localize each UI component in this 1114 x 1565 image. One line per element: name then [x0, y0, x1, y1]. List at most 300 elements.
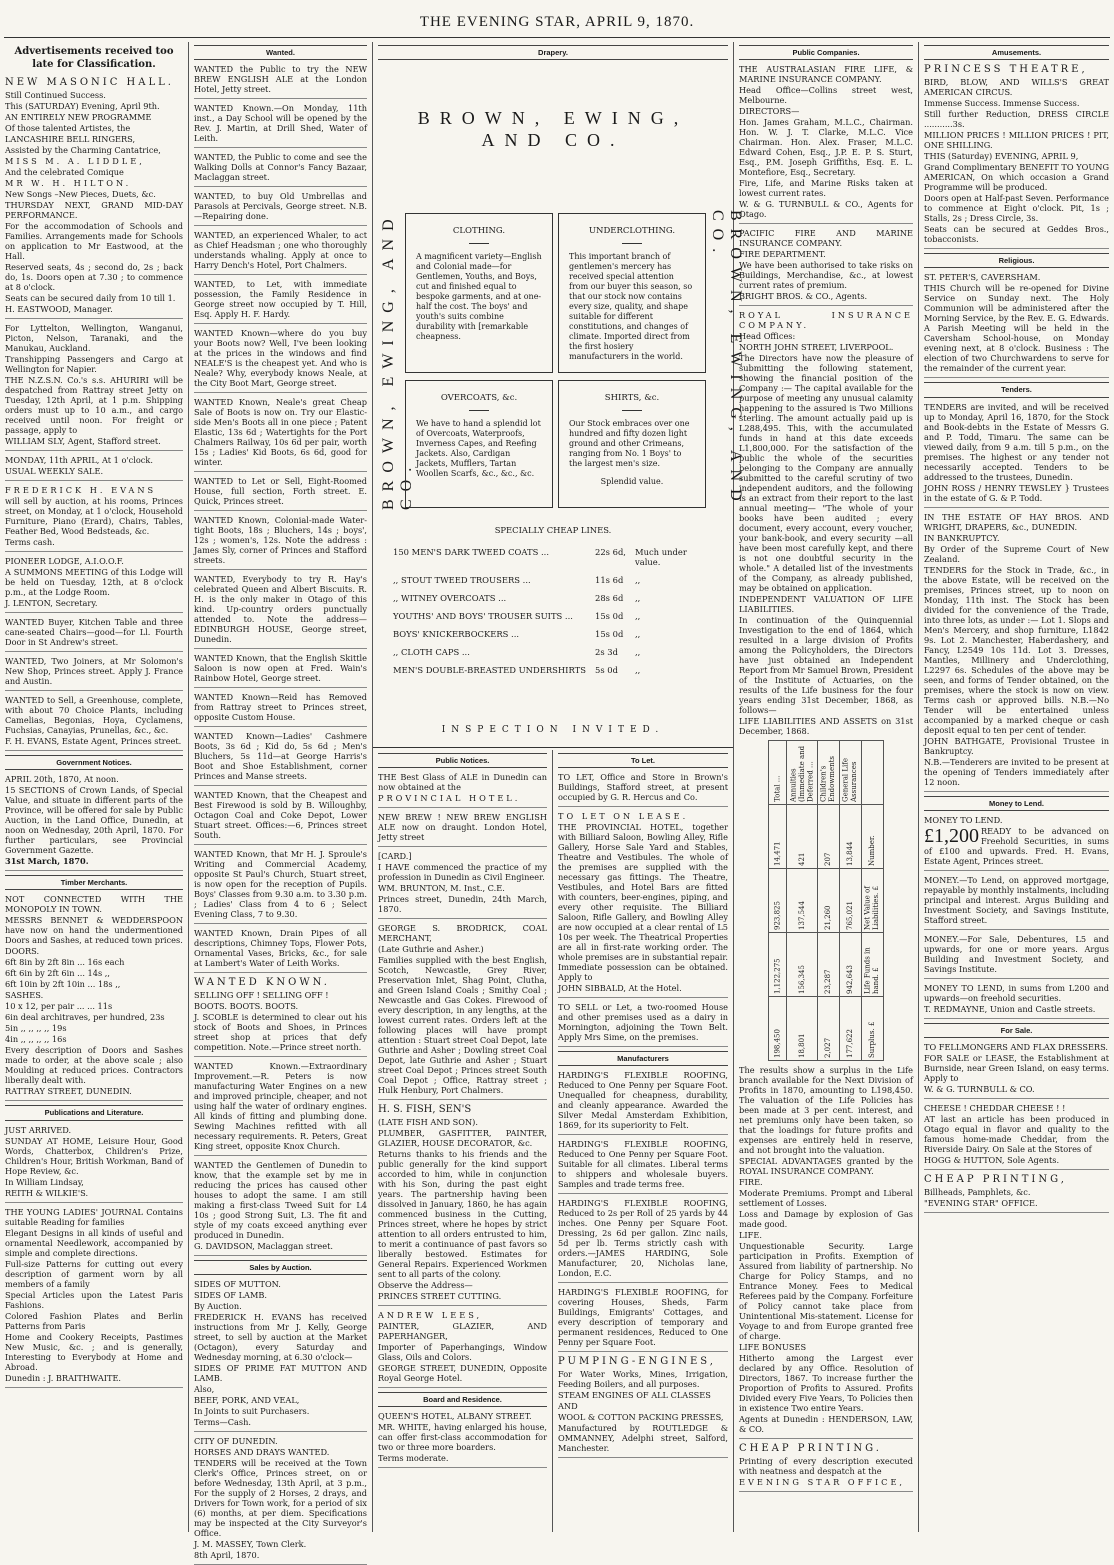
ad-body: WANTED Known.—Extraordinary Improvement.—R. Peters is now manufacturing Water Engines on a new and improved principle, cheaper, and not using half the water of ordinary engines. All kinds of fitting and plumbing done. Sewing Machines refitted with all necessary requirements. R. Peters, Great King street, opposite Knox Church.	[194, 1061, 367, 1152]
table-cell: Annuities (Immediate and Deferred ...	[787, 741, 818, 805]
column-4-lower	[553, 750, 733, 1532]
ad-line: GEORGE STREET, DUNEDIN, Opposite Royal George Hotel.	[378, 1363, 547, 1384]
cheese-ad	[924, 1103, 1109, 1170]
newspaper-title: THE EVENING STAR, APRIL 9, 1870.	[419, 14, 695, 30]
note: Much under value.	[635, 547, 687, 567]
price-line: 5in ,, ,, ,, ,, 19s	[5, 1023, 67, 1034]
ad-body: WANTED, the Public to come and see the Walking Dolls at Connor's Fancy Bazaar, Maclaggan street.	[194, 152, 367, 183]
section-header: Public Companies.	[739, 45, 913, 60]
overcoats-box	[405, 380, 553, 508]
timber-ad	[5, 894, 183, 1101]
box-title: CLOTHING.	[452, 226, 506, 236]
ad-line: By Order of the Supreme Court of New Zealand.	[924, 543, 1109, 564]
lees-painter-ad	[378, 1310, 547, 1388]
ad-signature: Agents at Dunedin : HENDERSON, LAW, & CO.	[739, 1414, 913, 1435]
ad-body: Importer of Paperhangings, Window Glass, Oils and Colors.	[378, 1342, 547, 1363]
table-cell: 765,021	[839, 869, 861, 933]
ad-line: For Water Works, Mines, Irrigation, Feeding Boilers, and all purposes.	[558, 1369, 728, 1390]
table-cell: 13,844	[839, 805, 861, 869]
ad-date: Princes street, Dunedin, 24th March, 1870.	[378, 894, 547, 915]
harding-roofing-ad	[558, 1198, 728, 1283]
table-cell: 14,471	[769, 805, 787, 869]
to-let-ad	[558, 772, 728, 807]
ad-line: Seats can be secured daily from 10 till 1.	[5, 293, 176, 304]
ad-signature: G. DAVIDSON, Maclaggan street.	[194, 1241, 333, 1252]
money-to-lend-ad	[924, 815, 1109, 871]
price: 22s 6d,	[595, 547, 626, 557]
ad-body: WANTED the Public to try the NEW BREW ENGLISH ALE at the London Hotel, Jetty street.	[194, 64, 367, 95]
wanted-ad	[194, 279, 367, 324]
publications-ad	[5, 1125, 183, 1203]
table-cell: 198,450	[769, 997, 787, 1061]
ad-title: CHEAP PRINTING,	[924, 1173, 1067, 1185]
table-cell: Number.	[861, 805, 883, 869]
ad-line: LIFE LIABILITIES AND ASSETS on 31st December, 1868.	[739, 716, 913, 737]
ad-body: HARDING'S FLEXIBLE ROOFING, for covering Houses, Sheds, Farm Buildings, Emigrants' Cottages, and every description of temporary and permanent residences, Reduced to One Penny per Square Foot.	[558, 1287, 728, 1348]
note: ,,	[635, 593, 641, 603]
price-line: 10 x 12, per pair ... ... 11s	[5, 1001, 113, 1012]
ad-line: Still Continued Success.	[5, 90, 106, 101]
ad-signature: JOHN ROSS / HENRY TEWSLEY } Trustees in the estate of G. & P. Todd.	[924, 482, 1109, 503]
ad-line: BIRD, BLOW, AND WILLS'S GREAT AMERICAN CIRCUS.	[924, 77, 1109, 98]
ad-body: WANTED, to buy Old Umbrellas and Parasols at Percivals, George street. N.B.—Repairing done.	[194, 191, 367, 222]
ad-body: N.B.—Tenderers are invited to be present at the opening of Tenders immediately after 12 noon.	[924, 756, 1109, 787]
item: ,, STOUT TWEED TROUSERS ...	[393, 575, 531, 585]
price: 15s 0d	[595, 629, 624, 639]
ad-title: ROYAL INSURANCE COMPANY.	[739, 310, 913, 331]
ad-line: Seats can be secured at Geddes Bros., tobacconists.	[924, 224, 1109, 245]
ad-title: MONEY TO LEND.	[924, 814, 1003, 825]
pioneer-lodge-ad	[5, 556, 183, 613]
price: 5s 0d	[595, 665, 618, 675]
wanted-ad	[194, 731, 367, 786]
ad-body: WANTED, an experienced Whaler, to act as Chief Headsman ; one who thoroughly understands whaling. Apply at once to Harry Dench's Hotel, Port Chalmers.	[194, 230, 367, 271]
ad-body: MONEY.—To Lend, on approved mortgage, repayable by monthly instalments, including principal and interest. Argus Building and Investment Society, and Savings Institute, Stafford street.	[924, 874, 1109, 925]
amount: £1,200	[924, 824, 979, 847]
ad-line: Reserved seats, 4s ; second do, 2s ; back do, 1s. Doors open at 7.30 ; to commence at 8 o'clock.	[5, 262, 183, 293]
ad-line: NORTH JOHN STREET, LIVERPOOL.	[739, 342, 894, 353]
ad-body: J. SCOBLE is determined to clear out his stock of Boots and Shoes, in Princes street shop at prices that defy competition. Note.—Prince street north.	[194, 1012, 367, 1053]
section-header: Sales by Auction.	[194, 1260, 367, 1275]
ad-line: (Late Guthrie and Asher.)	[378, 944, 484, 955]
late-classification-header: Advertisements received too late for Classification.	[14, 46, 174, 70]
price: 11s 6d	[595, 575, 624, 585]
ad-body: FREDERICK H. EVANS has received instructions from Mr J. Kelly, George street, to sell by auction at the Market (Octagon), every Saturday and Wednesday morning, at 6.30 o'clock—	[194, 1312, 367, 1363]
ad-body: WANTED Known—where do you buy your Boots now? Well, I've been looking at the prices in the windows and find NEALE'S is the cheapest yet. And who is Neale? Why, everybody knows Neale, at the City Boot Mart, George street.	[194, 328, 367, 389]
ad-title: THE YOUNG LADIES' JOURNAL Contains suitable Reading for families	[5, 1206, 183, 1227]
ad-body: WANTED Buyer, Kitchen Table and three cane-seated Chairs—good—for Ll. Fourth Door in St Andrew's street.	[5, 617, 183, 648]
column-5	[734, 42, 918, 1532]
ad-line: Assisted by the Charming Cantatrice,	[5, 145, 161, 156]
ad-body: SUNDAY AT HOME, Leisure Hour, Good Words, Chatterbox, Children's Prize, Children's Hour, British Workman, Band of Hope Review, &c.	[5, 1135, 183, 1176]
item: ,, CLOTH CAPS ...	[393, 647, 470, 657]
ad-signature: W. & G. TURNBULL & CO.	[924, 1083, 1035, 1094]
dairy-ad	[558, 1002, 728, 1047]
ad-line: Grand Complimentary BENEFIT TO YOUNG AMERICAN, On which occasion a Grand Programme will be produced.	[924, 162, 1109, 193]
table-cell: 177,622	[839, 997, 861, 1061]
ad-title: THE AUSTRALASIAN FIRE LIFE, & MARINE INSURANCE COMPANY.	[739, 64, 913, 85]
ad-date: 8th April, 1870.	[194, 1550, 260, 1561]
ad-line: MILLION PRICES ! MILLION PRICES ! PIT, ONE SHILLING.	[924, 130, 1109, 151]
table-cell: 21,260	[817, 869, 839, 933]
column-3-lower	[373, 750, 552, 1532]
ad-line: Manufactured by ROUTLEDGE & OMMANNEY, Adelphi street, Salford, Manchester.	[558, 1423, 728, 1454]
price-line: 6ft 8in by 2ft 8in ... 16s each	[5, 957, 125, 968]
ad-body: MR. WHITE, having enlarged his house, can offer first-class accommodation for two or three more boarders.	[378, 1422, 547, 1453]
ad-title: PIONEER LODGE, A.I.O.O.F.	[5, 556, 124, 567]
table-cell: Net Value of Liabilities. £	[861, 869, 883, 933]
scoble-boots-ad	[194, 977, 367, 1057]
table-cell: 137,544	[787, 869, 818, 933]
ad-line: DIRECTORS—	[739, 106, 800, 117]
young-ladies-journal-ad	[5, 1207, 183, 1388]
ad-title: IN THE ESTATE OF HAY BROS. AND WRIGHT, DRAPERS, &c., DUNEDIN.	[924, 511, 1109, 532]
ad-title: PRINCESS THEATRE,	[924, 64, 1088, 76]
note: ,,	[635, 611, 641, 621]
crown-lands-ad	[5, 774, 183, 871]
ad-line: APRIL 20th, 1870, At noon.	[5, 774, 119, 785]
wanted-ad	[194, 928, 367, 973]
clothing-box	[405, 213, 553, 373]
pumping-engines-ad	[558, 1356, 728, 1458]
ad-signature: HOGG & HUTTON, Sole Agents.	[924, 1154, 1060, 1165]
ad-body: WANTED Known, that the Cheapest and Best Firewood is sold by B. Willoughby, Octagon Coal and Coke Depot, Lower Stuart street. Offices:—6, Princes street South.	[194, 790, 367, 841]
ad-body: will sell by auction, at his rooms, Princes street, on Monday, at 1 o'clock, Household Furniture, Piano (Erard), Chairs, Tables, Feather Bed, Wood Bedsteads, &c.	[5, 496, 183, 537]
ad-line: MONDAY, 11th APRIL, At 1 o'clock.	[5, 455, 153, 466]
ad-body: THE N.Z.S.N. Co.'s s.s. AHURIRI will be despatched from Rattray street Jetty on Tuesday, 12th April, at 1 p.m. Shipping orders must up to 10 a.m., and cargo received until noon. For freight or passage, apply to	[5, 375, 183, 436]
ad-signature: WILLIAM SLY, Agent, Stafford street.	[5, 436, 161, 447]
table-cell: 1,122,275	[769, 933, 787, 997]
ad-line: Full-size Patterns for cutting out every description of garment worn by all members of a family	[5, 1258, 183, 1289]
masonic-hall-ad	[5, 77, 183, 319]
box-title: UNDERCLOTHING.	[588, 226, 676, 236]
mutton-auction-ad	[194, 1279, 367, 1432]
ad-line: "EVENING STAR" OFFICE.	[924, 1198, 1038, 1209]
price: 15s 0d	[595, 611, 624, 621]
price-line: 6ft 6in by 2ft 6in ... 14s ,,	[5, 968, 110, 979]
ad-body: WANTED the Gentlemen of Dunedin to know, that the example set by me in reducing the prices has caused other houses to adopt the same. I am still making a first-class Tweed Suit for L4 10s ; good Strong Suit, L3. The fit and style of my coats exceed anything ever produced in Dunedin.	[194, 1160, 367, 1241]
ad-line: HORSES AND DRAYS WANTED.	[194, 1447, 330, 1458]
cheap-printing-ad	[739, 1443, 913, 1492]
ad-signature: JOHN SIBBALD, At the Hotel.	[558, 983, 682, 994]
ad-line: Terms—Cash.	[194, 1417, 251, 1428]
ad-body: TO LET, Office and Store in Brown's Buildings, Stafford street, at present occupied by G. R. Hercus and Co.	[558, 772, 728, 803]
cheap-lines	[393, 525, 713, 735]
ad-body: HARDING'S FLEXIBLE ROOFING, Reduced to 2s per Roll of 25 yards by 44 inches. One Penny per Square Foot. Dressing, 2s 6d per gallon. Zinc nails, 5d per lb. Terms strictly cash with orders.—JAMES HARDING, Sole Manufacturer, 20, Nicholas lane, London, E.C.	[558, 1198, 728, 1279]
ad-line: PRINCES STREET CUTTING.	[378, 1291, 502, 1302]
section-header: Tenders.	[924, 382, 1109, 397]
provincial-hotel-lease-ad	[558, 811, 728, 998]
ad-body: Unquestionable Security. Large participation in Profits. Exemption of Assured from liability of partnership. No Charge for Policy Stamps, and no Entrance Money. Fees to Medical Referees paid by the Company. Forfeiture of Policy cannot take place from Unintentional Mis-statement. License for Voyage to and from Europe granted free of charge.	[739, 1241, 913, 1342]
table-cell: General Life Assurances	[839, 741, 861, 805]
ad-body: THE PROVINCIAL HOTEL, together with Billiard Saloon, Bowling Alley, Rifle Gallery, Horse Sale Yard and Stables, Theatre and Vestibules. The whole of the premises are supplied with the necessary gas fittings. The Theatre, Vestibules, and Hotel Bars are fitted with counters, beer-engines, piping, and every other requisite. The Billiard Saloon, Rifle Gallery, and Bowling Alley are now occupied at a clear rental of L5 10s per week. The Theatrical Properties are all in first-rate working order. The whole premises are in substantial repair. Immediate possession can be obtained. Apply to	[558, 822, 728, 983]
ad-line: Also,	[194, 1384, 215, 1395]
table-cell: 942,643	[839, 933, 861, 997]
ad-line: PROVINCIAL HOTEL.	[378, 793, 521, 804]
section-header: Drapery.	[378, 45, 728, 60]
royal-insurance-ad	[739, 310, 913, 1439]
table-cell: 2,027	[817, 997, 839, 1061]
note: ,,	[635, 629, 641, 639]
item: ,, WITNEY OVERCOATS ...	[393, 593, 507, 603]
wanted-ad	[194, 692, 367, 727]
life-liabilities-table	[768, 740, 884, 1061]
section-header: Manufacturers	[558, 1051, 728, 1066]
ad-line: SASHES.	[5, 990, 44, 1001]
ad-line: Of those talented Artistes, the	[5, 123, 131, 134]
ad-line: MR W. H. HILTON.	[5, 178, 132, 189]
price-line: 4in ,, ,, ,, ,, 16s	[5, 1034, 67, 1045]
ad-title: FREDERICK H. EVANS	[5, 485, 157, 496]
note: ,,	[635, 575, 641, 585]
ad-line: SPECIAL ADVANTAGES granted by the ROYAL INSURANCE COMPANY.	[739, 1156, 913, 1177]
ad-signature: T. REDMAYNE, Union and Castle streets.	[924, 1003, 1096, 1014]
vertical-brand-left: BROWN, EWING, AND CO.	[380, 211, 415, 510]
wanted-ad	[194, 397, 367, 472]
ad-line: Terms cash.	[5, 537, 55, 548]
fish-plumber-ad	[378, 1104, 547, 1306]
price-row	[393, 647, 713, 657]
st-peters-ad	[924, 272, 1109, 378]
ad-signature: F. H. EVANS, Estate Agent, Princes street.	[5, 736, 182, 747]
section-header: Money to Lend.	[924, 796, 1109, 811]
weekly-sale-ad	[5, 455, 183, 481]
ad-line: Doors open at Half-past Seven. Performance to commence at Eight o'clock. Pit, 1s ; Stalls, 2s ; Dress Circle, 3s.	[924, 193, 1109, 224]
ad-body: WANTED to Let or Sell, Eight-Roomed House, full section, Forth street. E. Quick, Princes street.	[194, 476, 367, 507]
ad-line: CITY OF DUNEDIN.	[194, 1436, 278, 1447]
ad-signature: JOHN BATHGATE, Provisional Trustee in Bankruptcy.	[924, 735, 1109, 756]
ad-line: SIDES OF PRIME FAT MUTTON AND LAMB.	[194, 1363, 367, 1384]
brodrick-coal-ad	[378, 923, 547, 1100]
item: 150 MEN'S DARK TWEED COATS ...	[393, 547, 549, 557]
table-cell: Children's Endowments	[817, 741, 839, 805]
ad-body: FOR SALE or LEASE, the Establishment at Burnside, near Green Island, on easy terms. Apply to	[924, 1052, 1109, 1083]
wanted-ad	[194, 574, 367, 649]
ad-line: Home and Cookery Receipts, Pastimes New Music, &c. ; and is generally, Interesting to Everybody at Home and Abroad.	[5, 1331, 183, 1372]
ad-line: BEEF, PORK, AND VEAL,	[194, 1395, 300, 1406]
redmayne-lend-ad	[924, 983, 1109, 1019]
price-line: 6ft 10in by 2ft 10in ... 18s ,,	[5, 979, 121, 990]
ad-line: NOT CONNECTED WITH THE MONOPOLY IN TOWN.	[5, 894, 183, 915]
box-body: This important branch of gentlemen's mercery has received special attention from our buyer this season, so that our stock now contains every size, quality, and shape suitable for different constitutions, and changes of climate. Imported direct from the first hosiery manufacturers in the world.	[569, 251, 693, 361]
harding-roofing-ad	[558, 1070, 728, 1135]
ad-body: THE Best Glass of ALE in Dunedin can now obtained at the	[378, 772, 547, 793]
wanted-ad	[194, 849, 367, 924]
ad-line: PAINTER, GLAZIER, AND PAPERHANGER,	[378, 1321, 547, 1342]
ad-line: Head Offices:	[739, 331, 796, 342]
ad-body: Families supplied with the best English, Scotch, Newcastle, Grey River, Preservation Inlet, Shag Point, Clutha, and Green Island Coals ; Smithy Coal ; Newcastle and Gas Cokes. Firewood of every description, in any lengths, at the lowest current rates. Orders left at the following places will have prompt attention : Stuart street Coal Depot, late Guthrie and Asher ; Dowling street Coal Depot, late Guthrie and Asher ; Stuart street Coal Depot ; Princes street South Coal Depot ; Office, Rattray street ; Hulk Henbury, Port Chalmers.	[378, 955, 547, 1096]
harding-roofing-ad	[558, 1139, 728, 1194]
ad-line: Observe the Address—	[378, 1280, 473, 1291]
ad-body: The results show a surplus in the Life branch available for the Next Division of Profits in 1870, amounting to L198,450. The valuation of the Life Policies has been made at 3 per cent. interest, and net premiums only have been taken, so that the loadings for future profits and expenses are entirely held in reserve, and not brought into the valuation.	[739, 1065, 913, 1156]
pacific-insurance-ad	[739, 228, 913, 306]
ad-body: WANTED, Everybody to try R. Hay's celebrated Queen and Albert Biscuits. R. H. is the only maker in Otago of this kind. Up-country orders punctually attended to. Note the address— EDINBURGH HOUSE, George street, Dunedin.	[194, 574, 367, 645]
brown-ewing-title: BROWN, EWING, AND CO.	[417, 108, 689, 151]
wanted-buyer-ad	[5, 617, 183, 652]
ad-body: WANTED, Two Joiners, at Mr Solomon's New Shop, Princes street. Apply J. France and Austin.	[5, 656, 183, 687]
ad-body: WANTED to Sell, a Greenhouse, complete, with about 70 Choice Plants, including Camelias, Begonias, Hoya, Cyclamens, Fuchsias, Canayias, Prunellas, &c., &c.	[5, 695, 183, 736]
ad-title: NEW MASONIC HALL.	[5, 77, 174, 88]
wanted-joiners-ad	[5, 656, 183, 691]
ad-title: PACIFIC FIRE AND MARINE INSURANCE COMPANY.	[739, 228, 913, 249]
ad-title: CHEAP PRINTING.	[739, 1443, 882, 1455]
ad-line: THIS (Saturday) EVENING, APRIL 9,	[924, 151, 1079, 162]
provincial-ale-ad	[378, 772, 547, 808]
price: 2s 3d	[595, 647, 618, 657]
box-tail: Splendid value.	[600, 476, 664, 486]
wanted-ad	[194, 476, 367, 511]
ad-line: In Joints to suit Purchasers.	[194, 1406, 310, 1417]
price-line: 6in deal architraves, per hundred, 23s	[5, 1012, 165, 1023]
inspection-invited: INSPECTION INVITED.	[441, 725, 665, 735]
section-header: Government Notices.	[5, 755, 183, 770]
ad-title: ST. PETER'S, CAVERSHAM.	[924, 272, 1041, 283]
ad-title: TO FELLMONGERS AND FLAX DRESSERS.	[924, 1041, 1109, 1052]
ad-body: WANTED Known—Ladies' Cashmere Boots, 3s 6d ; Kid do, 5s 6d ; Men's Bluchers, 5s 11d—at George Harris's Boot and Shoe Establishment, corner Princes and Manse streets.	[194, 731, 367, 782]
ad-line: STEAM ENGINES OF ALL CLASSES	[558, 1390, 711, 1401]
wanted-ad	[194, 790, 367, 845]
ad-line: PLUMBER, GASFITTER, PAINTER, GLAZIER, HOUSE DECORATOR, &c.	[378, 1128, 547, 1149]
ad-body: MESSRS BENNET & WEDDERSPOON have now on hand the undermentioned Doors and Sashes, at reduced town prices.	[5, 915, 183, 946]
ad-signature: WM. BRUNTON, M. Inst., C.E.	[378, 883, 505, 894]
ad-line: USUAL WEEKLY SALE.	[5, 466, 104, 477]
price-row	[393, 593, 713, 603]
item: MEN'S DOUBLE-BREASTED UNDERSHIRTS	[393, 665, 586, 675]
wanted-ad	[194, 653, 367, 688]
box-body: A magnificent variety—English and Colonial made—for Gentlemen, Youths, and Boys, cut and finished equal to bespoke garments, and at one-half the cost. The boys' and youth's suits combine durability with [remarkable cheapness.	[416, 251, 542, 341]
table-cell: 156,345	[787, 933, 818, 997]
new-brew-ad	[378, 812, 547, 847]
ad-body: WANTED Known—Reid has Removed from Rattray street to Princes street, opposite Custom House.	[194, 692, 367, 723]
ad-line: THURSDAY NEXT, GRAND MID-DAY PERFORMANCE.	[5, 200, 183, 221]
ad-body: WANTED Known, that Mr H. J. Sproule's Writing and Commercial Academy, opposite St Paul's Church, Stuart street, is now open for the reception of Pupils. Boys' Classes from 9.30 a.m. to 3.30 p.m. ; Ladies' Class from 4 to 6 ; Select Evening Class, 7 to 9.30.	[194, 849, 367, 920]
ad-body: HARDING'S FLEXIBLE ROOFING, Reduced to One Penny per Square Foot. Unequalled for cheapness, durability, and cleanly appearance. Awarded the Silver Medal Amsterdam Exhibition, 1869, for its superiority to Felt.	[558, 1070, 728, 1131]
ad-line: Colored Fashion Plates and Berlin Patterns from Paris	[5, 1310, 183, 1331]
note: ,,	[635, 665, 641, 675]
ad-line: SIDES OF LAMB.	[194, 1290, 267, 1301]
wanted-ad	[194, 152, 367, 187]
ad-body: THIS Church will be re-opened for Divine Service on Sunday next. The Holy Communion will be administered after the Morning Service, by the Rev. E. G. Edwards. A Parish Meeting will be held in the Caversham School-house, on Monday evening next, at 8 o'clock. Business : The election of two Churchwardens to serve for the remainder of the current year.	[924, 283, 1109, 374]
table-cell: Surplus. £	[861, 997, 883, 1061]
drapery-divider	[373, 747, 733, 748]
todd-tender-ad	[924, 402, 1109, 508]
ad-title: TO LET ON LEASE.	[558, 811, 689, 822]
ad-line: Loss and Damage by explosion of Gas made good.	[739, 1209, 913, 1230]
ad-body: The Directors have now the pleasure of submitting the following statement, showing the financial position of the Company :— The capital available for the purpose of meeting any unusual calamity happening to the assured is Two Millions sterling. The amount actually paid up is L288,495. This, with the accumulated funds in hand at this date exceeds L1,800,000. For the satisfaction of the public the whole of the securities belonging to the Company are annually submitted to the careful scrutiny of two independent auditors, and the following is an extract from their report to the last annual meeting— "The whole of your books have been audited ; every document, every account, every voucher, your bank-book, and every security —all have been most carefully kept, and there is not one doubtful security in the whole." A detailed list of the investments of the Company, as already published, may be obtained on application.	[739, 353, 913, 594]
queens-hotel-ad	[378, 1411, 547, 1468]
column-6	[919, 42, 1114, 1532]
table-cell: Life Funds in hand. £	[861, 933, 883, 997]
table-cell: 18,801	[787, 997, 818, 1061]
price-row	[393, 547, 713, 567]
item: YOUTHS' AND BOYS' TROUSER SUITS ...	[393, 611, 573, 621]
ad-body: We have been authorised to take risks on Buildings, Merchandise, &c., at lowest current rates of premium.	[739, 260, 913, 291]
ad-line: SIDES OF MUTTON.	[194, 1279, 281, 1290]
ad-body: TENDERS for the Stock in Trade, &c., in the above Estate, will be received on the premises, Princes street, up to noon on Monday, 11th inst. The Stock has been divided for the convenience of the Trade, into three lots, as under :— Lot 1. Slops and Men's Mercery, and shop furniture, L1842 9s. Lot 2. Manchester, Haberdashery, and Fancy, L2549 10s 11d. Lot 3. Dresses, Mantles, Millinery and Underclothing, L2297 6s. Schedules of the above may be seen, and forms of Tender obtained, on the premises, where the stock is now on view. Terms cash or approved bills. N.B.—No Tender will be entertained unless accompanied by a marked cheque or cash deposit equal to ten per cent of tender.	[924, 564, 1109, 735]
ad-line: AN ENTIRELY NEW PROGRAMME	[5, 112, 152, 123]
ad-line: And the celebrated Comique	[5, 167, 124, 178]
shirts-box	[558, 380, 706, 508]
ad-title: WANTED KNOWN.	[194, 977, 330, 989]
wanted-ad	[194, 328, 367, 393]
ad-line: LIFE BONUSES	[739, 1342, 807, 1353]
ad-line: FIRE.	[739, 1177, 763, 1188]
ad-signature: W. & G. TURNBULL & CO., Agents for Otago.	[739, 199, 913, 220]
ad-line: For the accommodation of Schools and Families. Arrangements made for Schools on application to Mr Eastwood, at the Hall.	[5, 221, 183, 262]
section-header: Public Notices.	[378, 753, 547, 768]
ad-body: Returns thanks to his friends and the public generally for the kind support accorded to him, while in conjunction with his Son, during the past eight years. The partnership having been dissolved in January, 1860, he has again commenced business in the Cutting, Princes street, where he hopes by strict attention to all orders entrusted to him, to merit a continuance of past favors so liberally bestowed. Estimates for General Repairs. Experienced Workmen sent to all parts of the colony.	[378, 1149, 547, 1280]
ad-title: PUMPING-ENGINES,	[558, 1356, 716, 1368]
ad-line: BOOTS. BOOTS. BOOTS.	[194, 1001, 299, 1012]
wanted-ad	[194, 515, 367, 570]
cheap-lines-title: SPECIALLY CHEAP LINES.	[494, 525, 612, 535]
table-cell: 23,287	[817, 933, 839, 997]
ad-title: QUEEN'S HOTEL, ALBANY STREET.	[378, 1411, 532, 1422]
ad-line: (LATE FISH AND SON).	[378, 1117, 478, 1128]
wanted-ad	[194, 64, 367, 99]
ad-date: 31st March, 1870.	[5, 856, 89, 867]
ad-line: Printing of every description executed with neatness and despatch at the	[739, 1456, 913, 1477]
ad-line: DOORS.	[5, 946, 40, 957]
ad-body: READY to be advanced on Freehold Securities, in sums of £100 and upwards. Fred. H. Evans, Estate Agent, Princes street.	[924, 825, 1109, 866]
wanted-ad	[194, 103, 367, 148]
price-row	[393, 611, 713, 621]
ad-body: Every description of Doors and Sashes made to order, at the above scale ; also Moulding at reduced prices. Contractors liberally dealt with.	[5, 1045, 183, 1086]
box-title: OVERCOATS, &c.	[440, 393, 518, 403]
ad-body: WANTED Known, Colonial-made Water-tight Boots, 18s ; Bluchers, 14s ; boys', 12s ; women's, 12s. Note the address : James Sly, corner of Princes and Stafford streets.	[194, 515, 367, 566]
evans-auction-ad	[5, 485, 183, 552]
ad-line: AND	[558, 1401, 578, 1412]
ad-line: Special Articles upon the Latest Paris Fashions.	[5, 1289, 183, 1310]
box-title: SHIRTS, &c.	[604, 393, 660, 403]
price-row	[393, 665, 713, 675]
ad-body: Hon. James Graham, M.L.C., Chairman. Hon. W. J. T. Clarke, M.L.C. Vice Chairman. Hon. Alex. Fraser, M.L.C. Edward Cohen, Esq., J.P. E. P. S. Sturt, Esq., P.M. Joseph Griffiths, Esq. E. L. Montefiore, Esq., Secretary.	[739, 117, 913, 178]
ad-body: WANTED Known, Drain Pipes of all descriptions, Chimney Tops, Flower Pots, Ornamental Vases, Bricks, &c., for sale at Lambert's Water of Leith Works.	[194, 928, 367, 969]
ad-line: Moderate Premiums. Prompt and Liberal settlement of Losses.	[739, 1188, 913, 1209]
table-cell: 207	[817, 805, 839, 869]
ad-line: LANCASHIRE BELL RINGERS,	[5, 134, 136, 145]
column-1	[0, 42, 188, 1532]
ad-body: Head Office—Collins street west, Melbourne.	[739, 85, 913, 106]
section-header: Timber Merchants.	[5, 875, 183, 890]
underclothing-box	[558, 213, 706, 373]
ad-body: HARDING'S FLEXIBLE ROOFING, Reduced to One Penny per Square Foot. Suitable for all climates. Liberal terms to shippers and wholesale buyers. Samples and trade terms free.	[558, 1139, 728, 1190]
box-body: We have to hand a splendid lot of Overcoats, Waterproofs, Inverness Capes, and Reefing Jackets. Also, Cardigan Jackets, Mufflers, Tartan Woollen Scarfs, &c., &c., &c.	[416, 418, 541, 478]
wanted-ad	[194, 1061, 367, 1156]
ad-body: TO SELL or Let, a two-roomed House and other premises used as a dairy in Mornington, adjoining the Town Belt. Apply Mrs Sime, on the premises.	[558, 1002, 728, 1043]
ad-body: MONEY TO LEND, in sums from L200 and upwards—on freehold securities.	[924, 982, 1109, 1003]
box-body: Our Stock embraces over one hundred and fifty dozen light ground and other Crimeans, ranging from No. 1 Boys' to the largest men's size.	[569, 418, 690, 468]
section-header: Board and Residence.	[378, 1392, 547, 1407]
princess-theatre-ad	[924, 64, 1109, 249]
section-header: Wanted.	[194, 45, 367, 60]
ad-line: This (SATURDAY) Evening, April 9th.	[5, 101, 160, 112]
ad-body: WANTED, to Let, with immediate possession, the Family Residence in George street now occupied by T. Hill, Esq. Apply H. F. Hardy.	[194, 279, 367, 320]
civil-engineer-ad	[378, 851, 547, 919]
column-2	[189, 42, 372, 1561]
ad-body: Hitherto among the Largest ever declared by any Office. Resolution of Directors, 1867. To increase further the Proportion of Profits to Assured. Profits Divided every Five Years, To Policies then in existence Two entire Years.	[739, 1353, 913, 1414]
ad-line: FIRE DEPARTMENT.	[739, 249, 826, 260]
ad-line: MISS M. A. LIDDLE,	[5, 156, 145, 167]
ad-title: ANDREW LEES,	[378, 1310, 483, 1321]
money-debentures-ad	[924, 934, 1109, 979]
ad-body: A SUMMONS MEETING of this Lodge will be held on Tuesday, 12th, at 8 o'clock p.m., at the Lodge Room.	[5, 567, 183, 598]
section-header: Religious.	[924, 253, 1109, 268]
section-header: To Let.	[558, 753, 728, 768]
price-row	[393, 629, 713, 639]
table-cell	[861, 741, 883, 805]
city-dunedin-ad	[194, 1436, 367, 1565]
